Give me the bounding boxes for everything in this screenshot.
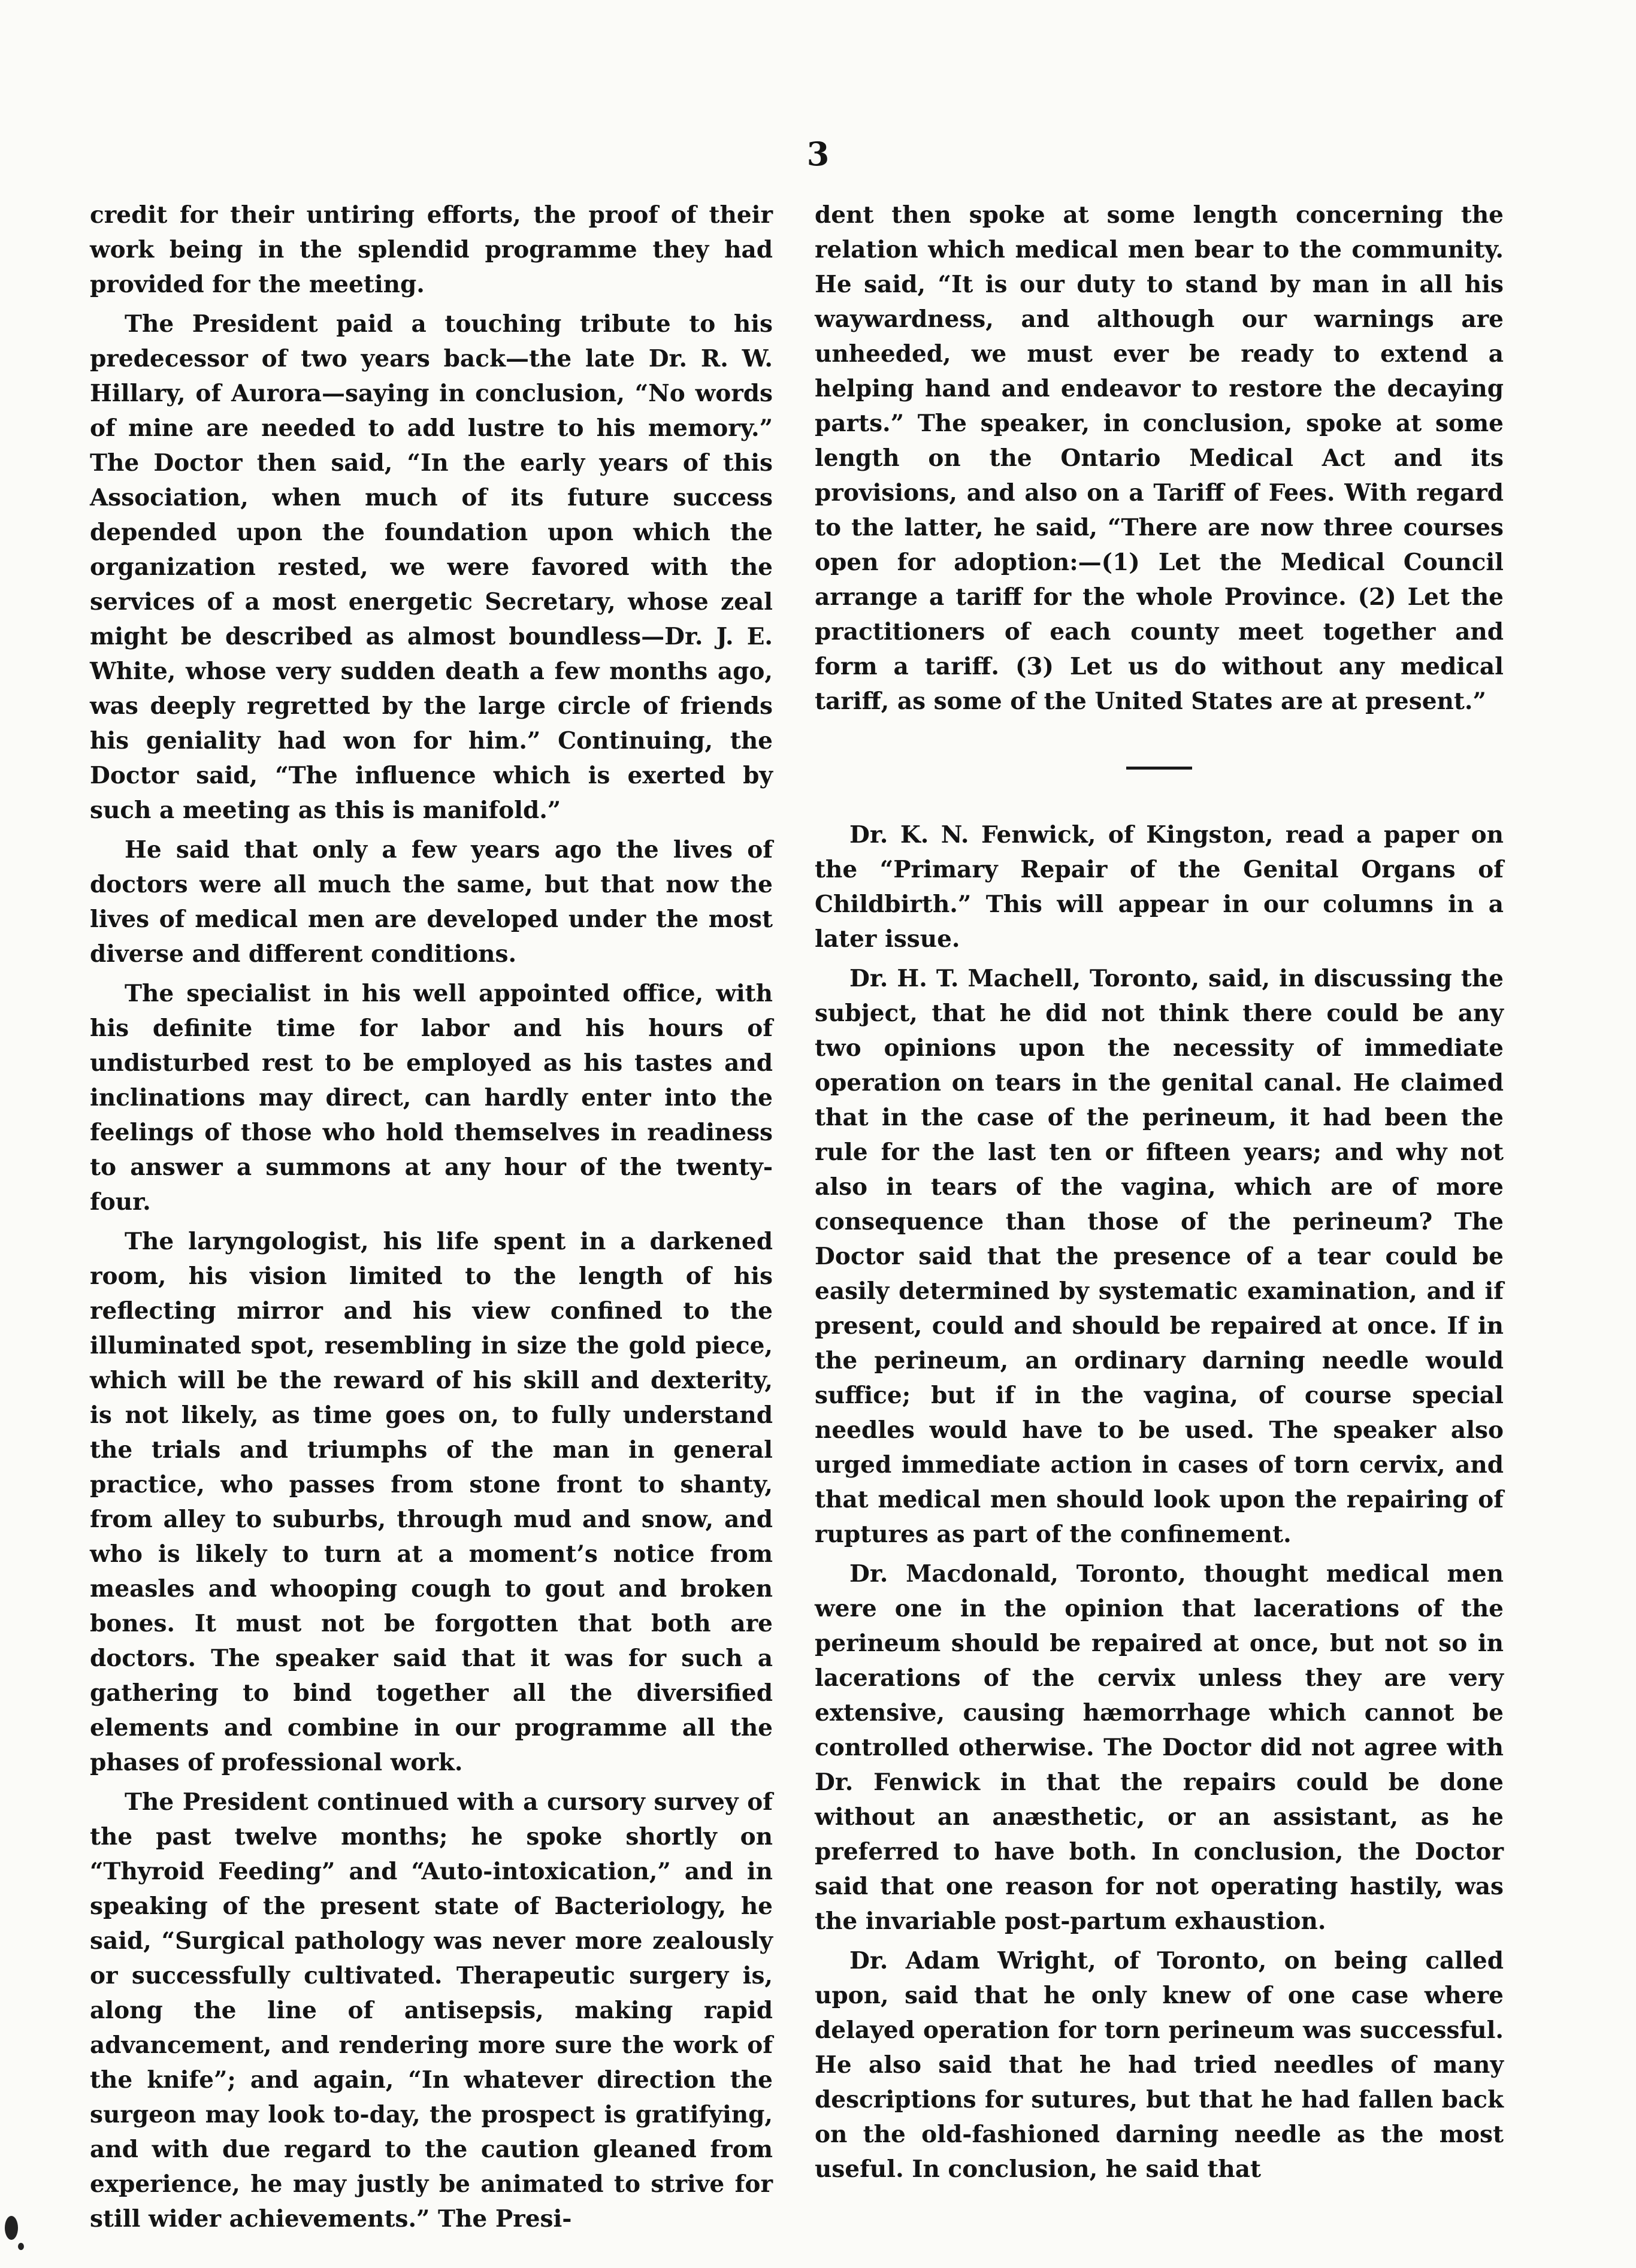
paragraph: Dr. K. N. Fenwick, of Kingston, read a paper on the “Primary Repair of the Genital Organs of Childbirth.” This will appear in our columns in a later issue. — [815, 821, 1504, 953]
scan-speck — [18, 2243, 24, 2250]
paragraph: Dr. Adam Wright, of Toronto, on being called upon, said that he only knew of one case where delayed operation for torn perineum was successful. He also said that he had tried needles of many descriptions for sutures, but that he had fallen back on the old-fashioned darning needle as the most useful. In conclusion, he said that — [815, 1947, 1504, 2183]
scan-speck — [5, 2216, 18, 2240]
section-divider — [1126, 767, 1192, 770]
paragraph: The laryngologist, his life spent in a darkened room, his vision limited to the length of his reflecting mirror and his view confined to the illuminated spot, resembling in size the gold piece, which will be the reward of his skill and dexterity, is not likely, as time goes on, to fully understand the trials and triumphs of the man in general practice, who passes from stone front to shanty, from alley to suburbs, through mud and snow, and who is likely to turn at a moment’s notice from measles and whooping cough to gout and broken bones. It must not be forgotten that both are doctors. The speaker said that it was for such a gathering to bind together all the diversified elements and combine in our programme all the phases of professional work. — [90, 1228, 773, 1776]
paragraph: The President continued with a cursory survey of the past twelve months; he spoke shortly on “Thyroid Feeding” and “Auto-intoxication,” and in speaking of the present state of Bacteriology, he said, “Surgical pathology was never more zealously or successfully cultivated. Therapeutic surgery is, along the line of antisepsis, making rapid advancement, and rendering more sure the work of the knife”; and again, “In whatever direction the surgeon may look to-day, the prospect is gratifying, and with due regard to the caution gleaned from experience, he may justly be animated to strive for still wider achievements.” The Presi- — [90, 1788, 773, 2233]
paragraph: Dr. H. T. Machell, Toronto, said, in discussing the subject, that he did not think there could be any two opinions upon the necessity of immediate operation on tears in the genital canal. He claimed that in the case of the perineum, it had been the rule for the last ten or fifteen years; and why not also in tears of the vagina, which are of more consequence than those of the perineum? The Doctor said that the presence of a tear could be easily determined by systematic examination, and if present, could and should be repaired at once. If in the perineum, an ordinary darning needle would suffice; but if in the vagina, of course special needles would have to be used. The speaker also urged immediate action in cases of torn cervix, and that medical men should look upon the repairing of ruptures as part of the confinement. — [815, 965, 1504, 1548]
paragraph: dent then spoke at some length concerning the relation which medical men bear to the community. He said, “It is our duty to stand by man in all his waywardness, and although our warnings are unheeded, we must ever be ready to extend a helping hand and endeavor to restore the decaying parts.” The speaker, in conclusion, spoke at some length on the Ontario Medical Act and its provisions, and also on a Tariff of Fees. With regard to the latter, he said, “There are now three courses open for adoption:—(1) Let the Medical Council arrange a tariff for the whole Province. (2) Let the practitioners of each county meet together and form a tariff. (3) Let us do without any medical tariff, as some of the United States are at present.” — [815, 201, 1504, 715]
paragraph: The President paid a touching tribute to his predecessor of two years back—the late Dr. R. W. Hillary, of Aurora—saying in conclusion, “No words of mine are needed to add lustre to his memory.” The Doctor then said, “In the early years of this Association, when much of its future success depended upon the foundation upon which the organization rested, we were favored with the services of a most energetic Secretary, whose zeal might be described as almost boundless—Dr. J. E. White, whose very sudden death a few months ago, was deeply regretted by the large circle of friends his geniality had won for him.” Continuing, the Doctor said, “The influence which is exerted by such a meeting as this is manifold.” — [90, 310, 773, 824]
left-column — [90, 198, 773, 2241]
page-number: 3 — [806, 135, 830, 173]
paragraph: The specialist in his well appointed office, with his definite time for labor and his hours of undisturbed rest to be employed as his tastes and inclinations may direct, can hardly enter into the feelings of those who hold themselves in readiness to answer a summons at any hour of the twenty-four. — [90, 980, 773, 1216]
paragraph: He said that only a few years ago the lives of doctors were all much the same, but that now the lives of medical men are developed under the most diverse and different conditions. — [90, 836, 773, 968]
paragraph: credit for their untiring efforts, the proof of their work being in the splendid programme they had provided for the meeting. — [90, 201, 773, 298]
right-column — [815, 198, 1504, 2191]
paragraph: Dr. Macdonald, Toronto, thought medical men were one in the opinion that lacerations of the perineum should be repaired at once, but not so in lacerations of the cervix unless they are very extensive, causing hæmorrhage which cannot be controlled otherwise. The Doctor did not agree with Dr. Fenwick in that the repairs could be done without an anæsthetic, or an assistant, as he preferred to have both. In conclusion, the Doctor said that one reason for not operating hastily, was the invariable post-partum exhaustion. — [815, 1560, 1504, 1935]
